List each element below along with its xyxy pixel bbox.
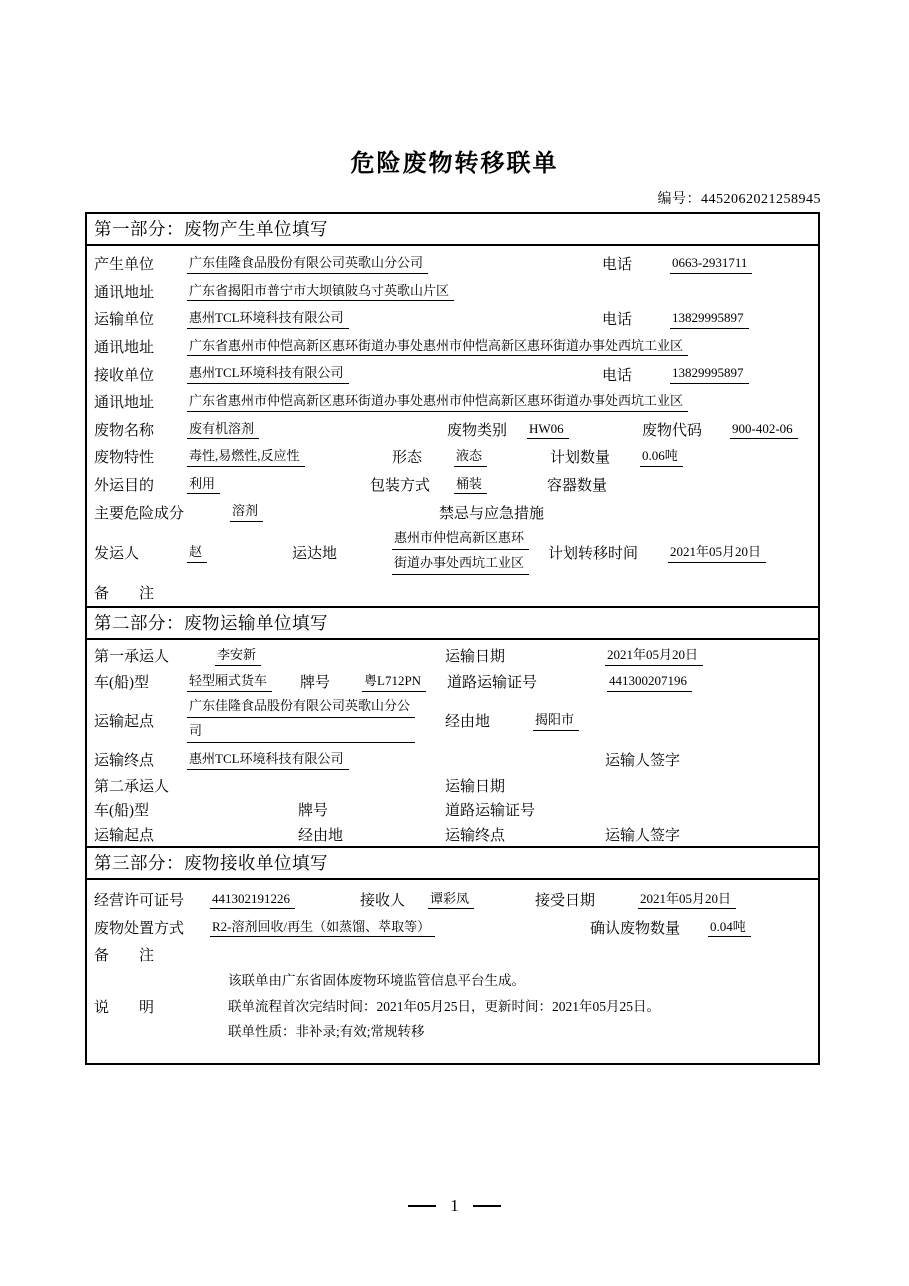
producer-phone-value: 0663-2931711	[670, 254, 752, 274]
part3-header: 第三部分：废物接收单位填写	[87, 848, 818, 880]
producer-row	[87, 250, 818, 278]
waste-category-label: 废物类别	[447, 422, 508, 439]
road-permit1-value: 441300207196	[607, 672, 692, 692]
manifest-table	[85, 212, 820, 1065]
receiver-value: 惠州TCL环境科技有限公司	[187, 364, 349, 384]
vehicle2-row	[87, 797, 818, 822]
plate-label: 牌号	[298, 803, 329, 820]
destination-value: 惠州市仲恺高新区惠环 街道办事处西坑工业区	[392, 528, 529, 578]
producer-address-row	[87, 278, 818, 306]
waste-name-value: 废有机溶剂	[187, 420, 259, 440]
sender-row	[87, 526, 818, 580]
carrier1-row	[87, 643, 818, 669]
signature-label: 运输人签字	[605, 827, 681, 844]
transporter-address-value: 广东省惠州市仲恺高新区惠环街道办事处惠州市仲恺高新区惠环街道办事处西坑工业区	[187, 337, 688, 357]
transport-date-label: 运输日期	[445, 649, 506, 666]
receiver-address-value: 广东省惠州市仲恺高新区惠环街道办事处惠州市仲恺高新区惠环街道办事处西坑工业区	[187, 392, 688, 412]
waste-property-row	[87, 443, 818, 471]
via-label: 经由地	[445, 714, 491, 731]
form-label: 形态	[392, 450, 423, 467]
receiver-person-value: 谭彩凤	[428, 890, 474, 910]
note-lines	[228, 968, 660, 1045]
sender-label: 发运人	[94, 546, 140, 563]
via-label: 经由地	[298, 827, 344, 844]
footer-dash-right	[473, 1205, 501, 1207]
doc-number-label: 编号：	[657, 192, 701, 207]
license-row	[87, 885, 818, 913]
note-row	[87, 968, 818, 1045]
page-footer	[0, 1196, 909, 1216]
part1-body	[87, 246, 818, 606]
receiver-label: 接收单位	[94, 367, 155, 384]
remark-label: 备 注	[94, 586, 155, 603]
disposal-value: R2-溶剂回收/再生（如蒸馏、萃取等）	[210, 918, 435, 938]
confirmed-qty-label: 确认废物数量	[590, 920, 681, 937]
purpose-row	[87, 471, 818, 499]
part3-remark-row	[87, 941, 818, 968]
carrier1-label: 第一承运人	[94, 649, 170, 666]
transport-date1-value: 2021年05月20日	[605, 646, 703, 666]
carrier2-label: 第二承运人	[94, 778, 170, 795]
vehicle-type1-value: 轻型厢式货车	[187, 672, 272, 692]
license-value: 441302191226	[210, 890, 295, 910]
footer-page-number: 1	[450, 1196, 459, 1215]
vehicle-type-label: 车(船)型	[94, 803, 149, 820]
waste-code-label: 废物代码	[642, 422, 703, 439]
receiver-row	[87, 360, 818, 388]
carrier1-value: 李安新	[215, 646, 261, 666]
transport-date-label: 运输日期	[445, 778, 506, 795]
part1-header: 第一部分：废物产生单位填写	[87, 214, 818, 246]
destination-label: 运达地	[292, 546, 338, 563]
planned-qty-value: 0.06吨	[640, 447, 683, 467]
signature-label: 运输人签字	[605, 753, 681, 770]
transfer-time-label: 计划转移时间	[548, 546, 639, 563]
transporter-row	[87, 305, 818, 333]
part2-header: 第二部分：废物运输单位填写	[87, 608, 818, 640]
receiver-address-row	[87, 388, 818, 416]
packaging-value: 桶装	[454, 475, 487, 495]
purpose-label: 外运目的	[94, 478, 155, 495]
note-line-3: 联单性质：非补录;有效;常规转移	[228, 1024, 425, 1040]
transporter-address-row	[87, 333, 818, 361]
part1-section	[87, 214, 818, 606]
receive-date-label: 接受日期	[535, 892, 596, 909]
phone-label: 电话	[602, 257, 633, 274]
sender-value: 赵	[187, 543, 207, 563]
via1-value: 揭阳市	[533, 711, 579, 731]
producer-address-value: 广东省揭阳市普宁市大坝镇陂乌寸英歌山片区	[187, 282, 454, 302]
origin-label: 运输起点	[94, 827, 155, 844]
note-label: 说 明	[94, 1000, 155, 1017]
transporter-value: 惠州TCL环境科技有限公司	[187, 309, 349, 329]
confirmed-qty-value: 0.04吨	[708, 918, 751, 938]
hazard-row	[87, 498, 818, 526]
endpoint1-row	[87, 747, 818, 773]
producer-value: 广东佳隆食品股份有限公司英歌山分公司	[187, 254, 428, 274]
part2-section	[87, 606, 818, 847]
transfer-time-value: 2021年05月20日	[668, 543, 766, 563]
endpoint-label: 运输终点	[445, 827, 506, 844]
form-value: 液态	[454, 447, 487, 467]
hazard-label: 主要危险成分	[94, 505, 185, 522]
producer-label: 产生单位	[94, 257, 155, 274]
disposal-label: 废物处置方式	[94, 920, 185, 937]
address-label: 通讯地址	[94, 340, 155, 357]
footer-dash-left	[408, 1205, 436, 1207]
part3-body	[87, 880, 818, 1063]
address-label: 通讯地址	[94, 395, 155, 412]
waste-category-value: HW06	[527, 420, 569, 440]
waste-property-value: 毒性,易燃性,反应性	[187, 447, 305, 467]
phone-label: 电话	[602, 367, 633, 384]
plate-label: 牌号	[300, 675, 331, 692]
page-title: 危险废物转移联单	[350, 151, 559, 177]
road-permit-label: 道路运输证号	[447, 675, 538, 692]
origin-label: 运输起点	[94, 714, 155, 731]
receive-date-value: 2021年05月20日	[638, 890, 736, 910]
emergency-label: 禁忌与应急措施	[439, 505, 545, 522]
license-label: 经营许可证号	[94, 892, 185, 909]
carrier2-row	[87, 773, 818, 798]
plate1-value: 粤L712PN	[362, 672, 426, 692]
receiver-person-label: 接收人	[360, 892, 406, 909]
waste-name-row	[87, 416, 818, 444]
disposal-row	[87, 913, 818, 941]
note-line-2: 联单流程首次完结时间：2021年05月25日，更新时间：2021年05月25日。	[228, 998, 660, 1014]
part2-body	[87, 640, 818, 847]
origin2-row	[87, 822, 818, 847]
transporter-phone-value: 13829995897	[670, 309, 749, 329]
vehicle1-row	[87, 669, 818, 695]
packaging-label: 包装方式	[370, 478, 431, 495]
note-line-1: 该联单由广东省固体废物环境监管信息平台生成。	[228, 973, 525, 989]
remark-label: 备 注	[94, 948, 155, 965]
endpoint1-value: 惠州TCL环境科技有限公司	[187, 750, 349, 770]
doc-number-value: 4452062021258945	[701, 192, 821, 207]
transporter-label: 运输单位	[94, 312, 155, 329]
origin1-row	[87, 695, 818, 747]
part3-section	[87, 846, 818, 1063]
phone-label: 电话	[602, 312, 633, 329]
doc-number	[658, 188, 822, 208]
container-qty-label: 容器数量	[547, 478, 608, 495]
origin1-value: 广东佳隆食品股份有限公司英歌山分公 司	[187, 696, 415, 746]
planned-qty-label: 计划数量	[550, 450, 611, 467]
hazard-value: 溶剂	[230, 502, 263, 522]
vehicle-type-label: 车(船)型	[94, 675, 149, 692]
waste-code-value: 900-402-06	[730, 420, 798, 440]
purpose-value: 利用	[187, 475, 220, 495]
waste-property-label: 废物特性	[94, 450, 155, 467]
waste-name-label: 废物名称	[94, 422, 155, 439]
receiver-phone-value: 13829995897	[670, 364, 749, 384]
endpoint-label: 运输终点	[94, 753, 155, 770]
part1-remark-row	[87, 580, 818, 606]
road-permit-label: 道路运输证号	[445, 803, 536, 820]
address-label: 通讯地址	[94, 284, 155, 301]
